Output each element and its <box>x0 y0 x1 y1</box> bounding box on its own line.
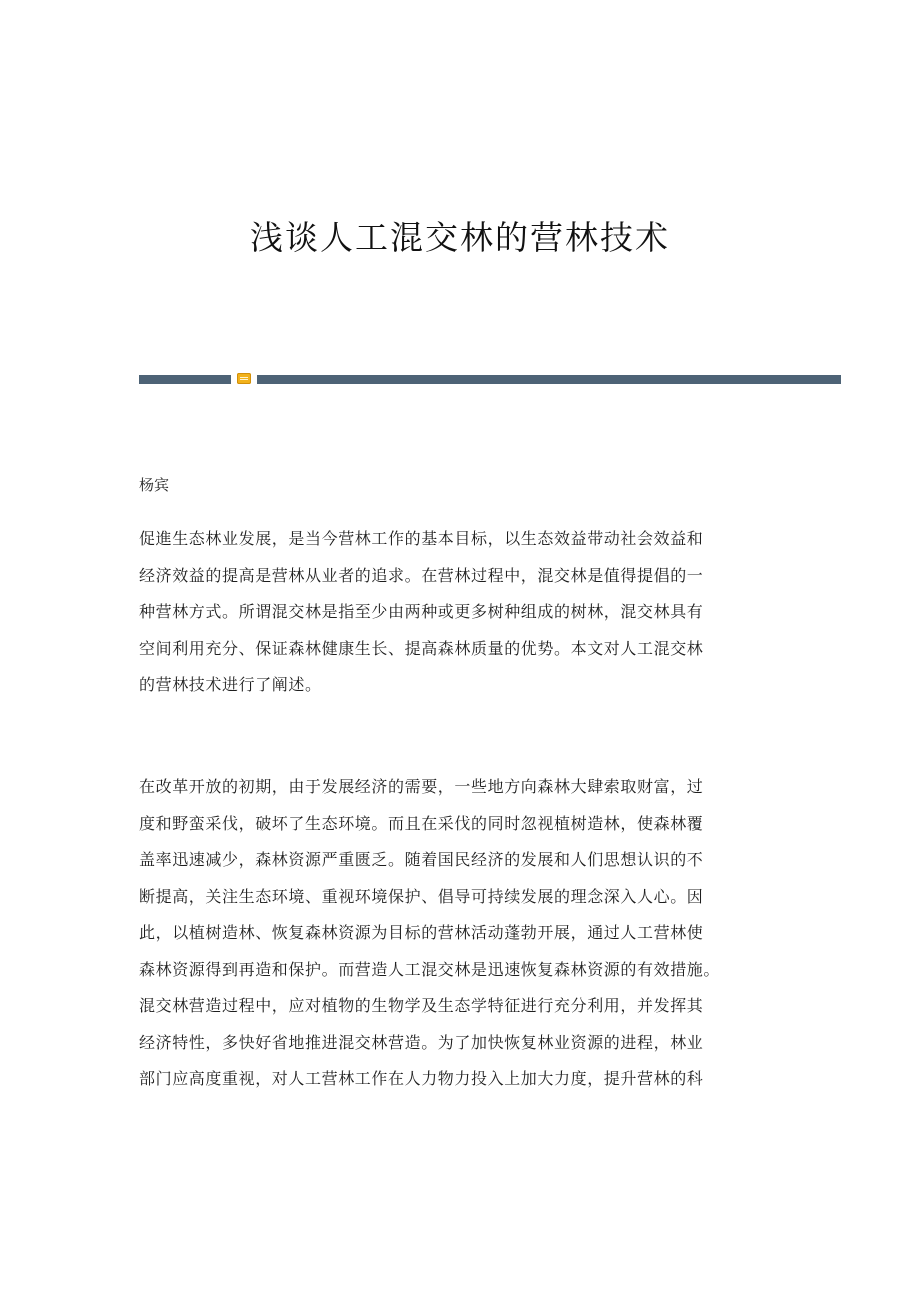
paragraph-abstract <box>139 521 799 704</box>
paragraph-line: 断提高，关注生态环境、重视环境保护、倡导可持续发展的理念深入人心。因 <box>139 886 704 906</box>
title-divider <box>139 375 841 384</box>
paragraph-line: 森林资源得到再造和保护。而营造人工混交林是迅速恢复森林资源的有效措施。 <box>139 959 721 979</box>
paragraph-line: 种营林方式。所谓混交林是指至少由两种或更多树种组成的树林，混交林具有 <box>139 602 704 621</box>
author-name: 杨宾 <box>139 476 170 494</box>
document-title: 浅谈人工混交林的营林技术 <box>250 218 670 257</box>
paragraph-line: 的营林技术进行了阐述。 <box>139 675 322 694</box>
paragraph-line: 此，以植树造林、恢复森林资源为目标的营林活动蓬勃开展，通过人工营林使 <box>139 923 704 942</box>
paragraph-line: 度和野蛮采伐，破坏了生态环境。而且在采伐的同时忽视植树造林，使森林覆 <box>139 813 704 833</box>
paragraph-line: 部门应高度重视，对人工营林工作在人力物力投入上加大力度，提升营林的科 <box>139 1069 704 1088</box>
divider-ornament-icon <box>237 373 251 384</box>
paragraph-line: 空间利用充分、保证森林健康生长、提高森林质量的优势。本文对人工混交林 <box>139 638 704 658</box>
divider-bar-left <box>139 375 231 384</box>
paragraph-line: 促進生态林业发展，是当今营林工作的基本目标，以生态效益带动社会效益和 <box>139 529 704 548</box>
paragraph-line: 经济特性，多快好省地推进混交林营造。为了加快恢复林业资源的进程，林业 <box>139 1032 704 1052</box>
paragraph-line: 经济效益的提高是营林从业者的追求。在营林过程中，混交林是值得提倡的一 <box>139 565 704 585</box>
paragraph-line: 在改革开放的初期，由于发展经济的需要，一些地方向森林大肆索取财富，过 <box>139 777 704 796</box>
paragraph-line: 盖率迅速减少，森林资源严重匮乏。随着国民经济的发展和人们思想认识的不 <box>139 850 704 869</box>
paragraph-body <box>139 769 799 1098</box>
divider-bar-right <box>257 375 841 384</box>
paragraph-line: 混交林营造过程中，应对植物的生物学及生态学特征进行充分利用，并发挥其 <box>139 996 704 1015</box>
